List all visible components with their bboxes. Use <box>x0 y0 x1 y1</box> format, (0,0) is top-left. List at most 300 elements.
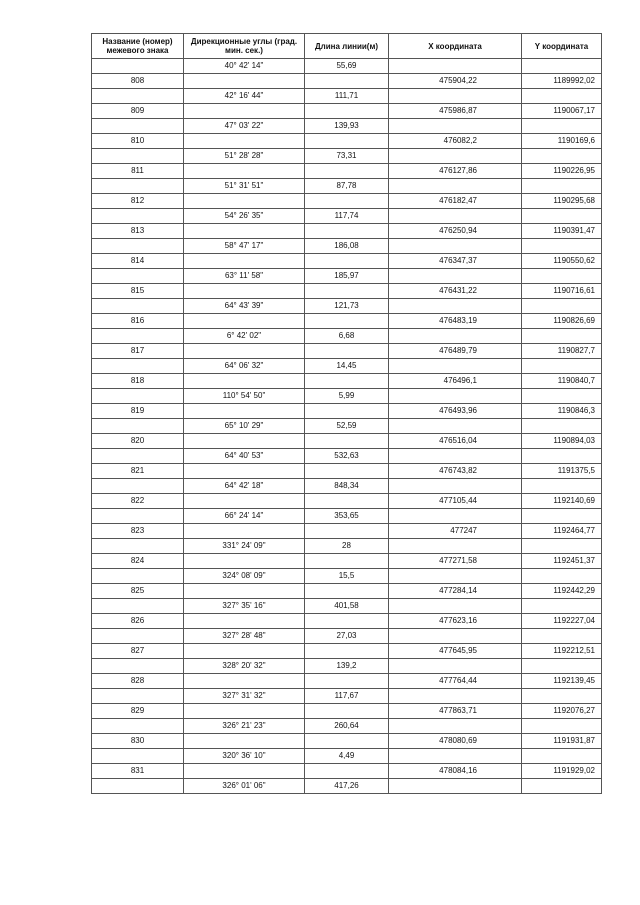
line-length-cell <box>305 194 389 209</box>
direction-angle-cell: 6° 42' 02" <box>184 329 305 344</box>
table-row <box>92 104 602 119</box>
table-row <box>92 209 602 224</box>
x-coordinate-cell <box>389 629 522 644</box>
direction-angle-cell <box>184 284 305 299</box>
y-coordinate-cell <box>522 749 602 764</box>
x-coordinate-cell: 477863,71 <box>389 704 522 719</box>
y-coordinate-cell <box>522 89 602 104</box>
x-coordinate-cell <box>389 59 522 74</box>
table-row <box>92 299 602 314</box>
marker-name-cell: 814 <box>92 254 184 269</box>
line-length-cell: 52,59 <box>305 419 389 434</box>
table-row <box>92 164 602 179</box>
table-row <box>92 269 602 284</box>
y-coordinate-cell <box>522 569 602 584</box>
line-length-cell: 121,73 <box>305 299 389 314</box>
direction-angle-cell: 63° 11' 58" <box>184 269 305 284</box>
x-coordinate-cell <box>389 179 522 194</box>
marker-name-cell <box>92 119 184 134</box>
direction-angle-cell: 51° 31' 51" <box>184 179 305 194</box>
marker-name-cell: 826 <box>92 614 184 629</box>
marker-name-cell: 817 <box>92 344 184 359</box>
table-row <box>92 464 602 479</box>
line-length-cell: 139,2 <box>305 659 389 674</box>
y-coordinate-cell <box>522 689 602 704</box>
y-coordinate-cell <box>522 659 602 674</box>
x-coordinate-cell <box>389 449 522 464</box>
table-row <box>92 314 602 329</box>
direction-angle-cell: 40° 42' 14" <box>184 59 305 74</box>
x-coordinate-cell: 476483,19 <box>389 314 522 329</box>
line-length-cell <box>305 314 389 329</box>
x-coordinate-cell: 476496,1 <box>389 374 522 389</box>
table-row <box>92 674 602 689</box>
table-row <box>92 509 602 524</box>
y-coordinate-cell: 1190226,95 <box>522 164 602 179</box>
marker-name-cell <box>92 569 184 584</box>
x-coordinate-cell <box>389 239 522 254</box>
y-coordinate-cell: 1190716,61 <box>522 284 602 299</box>
marker-name-cell <box>92 749 184 764</box>
line-length-cell <box>305 674 389 689</box>
line-length-cell <box>305 614 389 629</box>
line-length-cell <box>305 554 389 569</box>
boundary-coordinates-table <box>91 33 602 794</box>
table-row <box>92 719 602 734</box>
table-row <box>92 539 602 554</box>
marker-name-cell: 808 <box>92 74 184 89</box>
x-coordinate-cell <box>389 749 522 764</box>
y-coordinate-cell <box>522 329 602 344</box>
x-coordinate-cell: 476493,96 <box>389 404 522 419</box>
line-length-cell <box>305 434 389 449</box>
y-coordinate-cell: 1191931,87 <box>522 734 602 749</box>
y-coordinate-cell: 1192139,45 <box>522 674 602 689</box>
y-coordinate-cell: 1190846,3 <box>522 404 602 419</box>
y-coordinate-cell <box>522 509 602 524</box>
line-length-cell <box>305 134 389 149</box>
direction-angle-cell <box>184 374 305 389</box>
marker-name-cell <box>92 329 184 344</box>
marker-name-cell <box>92 359 184 374</box>
marker-name-cell <box>92 629 184 644</box>
y-coordinate-cell: 1189992,02 <box>522 74 602 89</box>
direction-angle-cell: 58° 47' 17" <box>184 239 305 254</box>
y-coordinate-cell <box>522 119 602 134</box>
line-length-cell <box>305 374 389 389</box>
marker-name-cell: 824 <box>92 554 184 569</box>
direction-angle-cell <box>184 614 305 629</box>
marker-name-cell: 815 <box>92 284 184 299</box>
line-length-cell: 55,69 <box>305 59 389 74</box>
line-length-cell <box>305 224 389 239</box>
direction-angle-cell: 110° 54' 50" <box>184 389 305 404</box>
y-coordinate-cell: 1190067,17 <box>522 104 602 119</box>
direction-angle-cell <box>184 254 305 269</box>
x-coordinate-cell <box>389 569 522 584</box>
x-coordinate-cell <box>389 299 522 314</box>
direction-angle-cell <box>184 314 305 329</box>
y-coordinate-cell <box>522 209 602 224</box>
direction-angle-cell <box>184 344 305 359</box>
direction-angle-cell: 327° 31' 32" <box>184 689 305 704</box>
direction-angle-cell: 326° 01' 06" <box>184 779 305 794</box>
table-row <box>92 404 602 419</box>
table-row <box>92 359 602 374</box>
direction-angle-cell: 54° 26' 35" <box>184 209 305 224</box>
line-length-cell: 139,93 <box>305 119 389 134</box>
marker-name-cell <box>92 89 184 104</box>
line-length-cell: 117,74 <box>305 209 389 224</box>
table-row <box>92 629 602 644</box>
marker-name-cell <box>92 269 184 284</box>
marker-name-cell <box>92 659 184 674</box>
y-coordinate-cell: 1190826,69 <box>522 314 602 329</box>
x-coordinate-cell: 477284,14 <box>389 584 522 599</box>
table-row <box>92 494 602 509</box>
table-row <box>92 179 602 194</box>
line-length-cell <box>305 584 389 599</box>
marker-name-cell: 828 <box>92 674 184 689</box>
marker-name-cell: 822 <box>92 494 184 509</box>
line-length-cell <box>305 464 389 479</box>
direction-angle-cell: 320° 36' 10" <box>184 749 305 764</box>
marker-name-cell: 830 <box>92 734 184 749</box>
direction-angle-cell <box>184 194 305 209</box>
x-coordinate-cell: 477645,95 <box>389 644 522 659</box>
direction-angle-cell: 324° 08' 09" <box>184 569 305 584</box>
x-coordinate-cell <box>389 389 522 404</box>
table-row <box>92 239 602 254</box>
marker-name-cell <box>92 449 184 464</box>
table-row <box>92 704 602 719</box>
y-coordinate-cell: 1190550,62 <box>522 254 602 269</box>
table-row <box>92 224 602 239</box>
direction-angle-cell: 326° 21' 23" <box>184 719 305 734</box>
marker-name-cell <box>92 239 184 254</box>
marker-name-cell: 810 <box>92 134 184 149</box>
marker-name-cell: 827 <box>92 644 184 659</box>
direction-angle-cell <box>184 704 305 719</box>
y-coordinate-cell <box>522 479 602 494</box>
direction-angle-cell: 64° 40' 53" <box>184 449 305 464</box>
y-coordinate-cell: 1192451,37 <box>522 554 602 569</box>
header-y-coordinate: Y координата <box>522 34 602 59</box>
y-coordinate-cell <box>522 299 602 314</box>
marker-name-cell <box>92 59 184 74</box>
y-coordinate-cell <box>522 599 602 614</box>
table-row <box>92 584 602 599</box>
line-length-cell: 353,65 <box>305 509 389 524</box>
y-coordinate-cell: 1192140,69 <box>522 494 602 509</box>
direction-angle-cell <box>184 134 305 149</box>
direction-angle-cell: 331° 24' 09" <box>184 539 305 554</box>
marker-name-cell <box>92 539 184 554</box>
direction-angle-cell <box>184 464 305 479</box>
line-length-cell: 417,26 <box>305 779 389 794</box>
marker-name-cell <box>92 389 184 404</box>
header-line-length: Длина линии(м) <box>305 34 389 59</box>
table-body <box>92 59 602 794</box>
header-x-coordinate: X координата <box>389 34 522 59</box>
direction-angle-cell <box>184 584 305 599</box>
x-coordinate-cell <box>389 719 522 734</box>
header-direction-angle: Дирекционные углы (град. мин. сек.) <box>184 34 305 59</box>
line-length-cell: 4,49 <box>305 749 389 764</box>
y-coordinate-cell: 1190894,03 <box>522 434 602 449</box>
direction-angle-cell <box>184 434 305 449</box>
x-coordinate-cell: 476516,04 <box>389 434 522 449</box>
direction-angle-cell <box>184 224 305 239</box>
x-coordinate-cell: 478084,16 <box>389 764 522 779</box>
y-coordinate-cell: 1192464,77 <box>522 524 602 539</box>
line-length-cell <box>305 764 389 779</box>
direction-angle-cell <box>184 554 305 569</box>
table-row <box>92 419 602 434</box>
marker-name-cell: 829 <box>92 704 184 719</box>
line-length-cell <box>305 704 389 719</box>
x-coordinate-cell: 477271,58 <box>389 554 522 569</box>
y-coordinate-cell <box>522 779 602 794</box>
line-length-cell: 28 <box>305 539 389 554</box>
direction-angle-cell <box>184 74 305 89</box>
x-coordinate-cell <box>389 539 522 554</box>
table-row <box>92 569 602 584</box>
marker-name-cell: 812 <box>92 194 184 209</box>
direction-angle-cell: 327° 28' 48" <box>184 629 305 644</box>
y-coordinate-cell <box>522 269 602 284</box>
y-coordinate-cell <box>522 59 602 74</box>
direction-angle-cell: 42° 16' 44" <box>184 89 305 104</box>
table-row <box>92 644 602 659</box>
table-row <box>92 254 602 269</box>
x-coordinate-cell: 477247 <box>389 524 522 539</box>
line-length-cell: 15,5 <box>305 569 389 584</box>
direction-angle-cell <box>184 644 305 659</box>
x-coordinate-cell <box>389 419 522 434</box>
marker-name-cell: 818 <box>92 374 184 389</box>
direction-angle-cell <box>184 404 305 419</box>
line-length-cell <box>305 734 389 749</box>
table-row <box>92 284 602 299</box>
marker-name-cell <box>92 779 184 794</box>
direction-angle-cell: 64° 06' 32" <box>184 359 305 374</box>
direction-angle-cell <box>184 164 305 179</box>
line-length-cell: 186,08 <box>305 239 389 254</box>
table-row <box>92 749 602 764</box>
x-coordinate-cell <box>389 149 522 164</box>
x-coordinate-cell: 476743,82 <box>389 464 522 479</box>
y-coordinate-cell: 1191929,02 <box>522 764 602 779</box>
direction-angle-cell <box>184 524 305 539</box>
marker-name-cell: 809 <box>92 104 184 119</box>
direction-angle-cell: 327° 35' 16" <box>184 599 305 614</box>
marker-name-cell <box>92 479 184 494</box>
y-coordinate-cell <box>522 359 602 374</box>
line-length-cell <box>305 344 389 359</box>
marker-name-cell: 831 <box>92 764 184 779</box>
line-length-cell <box>305 254 389 269</box>
x-coordinate-cell <box>389 359 522 374</box>
direction-angle-cell: 65° 10' 29" <box>184 419 305 434</box>
y-coordinate-cell <box>522 449 602 464</box>
x-coordinate-cell: 478080,69 <box>389 734 522 749</box>
y-coordinate-cell: 1190169,6 <box>522 134 602 149</box>
y-coordinate-cell <box>522 149 602 164</box>
table-header-row <box>92 34 602 59</box>
y-coordinate-cell <box>522 239 602 254</box>
table-row <box>92 74 602 89</box>
y-coordinate-cell: 1192212,51 <box>522 644 602 659</box>
x-coordinate-cell: 477623,16 <box>389 614 522 629</box>
y-coordinate-cell <box>522 179 602 194</box>
table-row <box>92 59 602 74</box>
marker-name-cell: 820 <box>92 434 184 449</box>
table-row <box>92 689 602 704</box>
x-coordinate-cell: 476182,47 <box>389 194 522 209</box>
table-row <box>92 659 602 674</box>
x-coordinate-cell <box>389 269 522 284</box>
line-length-cell: 848,34 <box>305 479 389 494</box>
y-coordinate-cell: 1190840,7 <box>522 374 602 389</box>
line-length-cell: 27,03 <box>305 629 389 644</box>
line-length-cell <box>305 644 389 659</box>
x-coordinate-cell <box>389 779 522 794</box>
line-length-cell: 14,45 <box>305 359 389 374</box>
table-row <box>92 599 602 614</box>
direction-angle-cell <box>184 494 305 509</box>
x-coordinate-cell: 476489,79 <box>389 344 522 359</box>
x-coordinate-cell: 476082,2 <box>389 134 522 149</box>
line-length-cell: 6,68 <box>305 329 389 344</box>
line-length-cell: 5,99 <box>305 389 389 404</box>
x-coordinate-cell <box>389 119 522 134</box>
x-coordinate-cell: 476250,94 <box>389 224 522 239</box>
direction-angle-cell: 51° 28' 28" <box>184 149 305 164</box>
line-length-cell <box>305 284 389 299</box>
line-length-cell: 532,63 <box>305 449 389 464</box>
direction-angle-cell: 64° 43' 39" <box>184 299 305 314</box>
table-row <box>92 479 602 494</box>
y-coordinate-cell <box>522 419 602 434</box>
line-length-cell <box>305 404 389 419</box>
direction-angle-cell: 64° 42' 18" <box>184 479 305 494</box>
header-marker-name: Название (номер) межевого знака <box>92 34 184 59</box>
x-coordinate-cell <box>389 329 522 344</box>
direction-angle-cell: 47° 03' 22" <box>184 119 305 134</box>
table-row <box>92 524 602 539</box>
table-row <box>92 734 602 749</box>
marker-name-cell <box>92 689 184 704</box>
table-row <box>92 344 602 359</box>
marker-name-cell: 811 <box>92 164 184 179</box>
x-coordinate-cell: 476347,37 <box>389 254 522 269</box>
line-length-cell: 260,64 <box>305 719 389 734</box>
table-row <box>92 329 602 344</box>
table-row <box>92 89 602 104</box>
x-coordinate-cell: 477105,44 <box>389 494 522 509</box>
line-length-cell <box>305 524 389 539</box>
y-coordinate-cell: 1192227,04 <box>522 614 602 629</box>
table-row <box>92 434 602 449</box>
y-coordinate-cell: 1190391,47 <box>522 224 602 239</box>
marker-name-cell <box>92 719 184 734</box>
x-coordinate-cell <box>389 89 522 104</box>
x-coordinate-cell: 476431,22 <box>389 284 522 299</box>
x-coordinate-cell <box>389 509 522 524</box>
y-coordinate-cell <box>522 629 602 644</box>
y-coordinate-cell: 1191375,5 <box>522 464 602 479</box>
y-coordinate-cell <box>522 389 602 404</box>
line-length-cell: 87,78 <box>305 179 389 194</box>
x-coordinate-cell: 475986,87 <box>389 104 522 119</box>
line-length-cell <box>305 164 389 179</box>
marker-name-cell <box>92 299 184 314</box>
x-coordinate-cell <box>389 659 522 674</box>
x-coordinate-cell <box>389 479 522 494</box>
marker-name-cell: 813 <box>92 224 184 239</box>
table-row <box>92 389 602 404</box>
y-coordinate-cell: 1190295,68 <box>522 194 602 209</box>
marker-name-cell <box>92 599 184 614</box>
y-coordinate-cell: 1190827,7 <box>522 344 602 359</box>
x-coordinate-cell <box>389 689 522 704</box>
y-coordinate-cell: 1192442,29 <box>522 584 602 599</box>
table-row <box>92 779 602 794</box>
table-row <box>92 374 602 389</box>
direction-angle-cell <box>184 734 305 749</box>
table-row <box>92 119 602 134</box>
y-coordinate-cell <box>522 539 602 554</box>
table-row <box>92 449 602 464</box>
direction-angle-cell: 66° 24' 14" <box>184 509 305 524</box>
line-length-cell <box>305 74 389 89</box>
x-coordinate-cell <box>389 209 522 224</box>
line-length-cell <box>305 494 389 509</box>
marker-name-cell <box>92 179 184 194</box>
marker-name-cell <box>92 209 184 224</box>
direction-angle-cell <box>184 674 305 689</box>
marker-name-cell <box>92 149 184 164</box>
marker-name-cell <box>92 419 184 434</box>
line-length-cell: 185,97 <box>305 269 389 284</box>
table-row <box>92 149 602 164</box>
line-length-cell <box>305 104 389 119</box>
marker-name-cell: 819 <box>92 404 184 419</box>
table-row <box>92 614 602 629</box>
direction-angle-cell <box>184 764 305 779</box>
line-length-cell: 73,31 <box>305 149 389 164</box>
x-coordinate-cell: 476127,86 <box>389 164 522 179</box>
table-row <box>92 764 602 779</box>
line-length-cell: 117,67 <box>305 689 389 704</box>
table-row <box>92 134 602 149</box>
marker-name-cell: 816 <box>92 314 184 329</box>
direction-angle-cell: 328° 20' 32" <box>184 659 305 674</box>
x-coordinate-cell <box>389 599 522 614</box>
x-coordinate-cell: 477764,44 <box>389 674 522 689</box>
marker-name-cell <box>92 509 184 524</box>
x-coordinate-cell: 475904,22 <box>389 74 522 89</box>
marker-name-cell: 825 <box>92 584 184 599</box>
y-coordinate-cell: 1192076,27 <box>522 704 602 719</box>
marker-name-cell: 821 <box>92 464 184 479</box>
line-length-cell: 111,71 <box>305 89 389 104</box>
table-row <box>92 554 602 569</box>
marker-name-cell: 823 <box>92 524 184 539</box>
y-coordinate-cell <box>522 719 602 734</box>
line-length-cell: 401,58 <box>305 599 389 614</box>
